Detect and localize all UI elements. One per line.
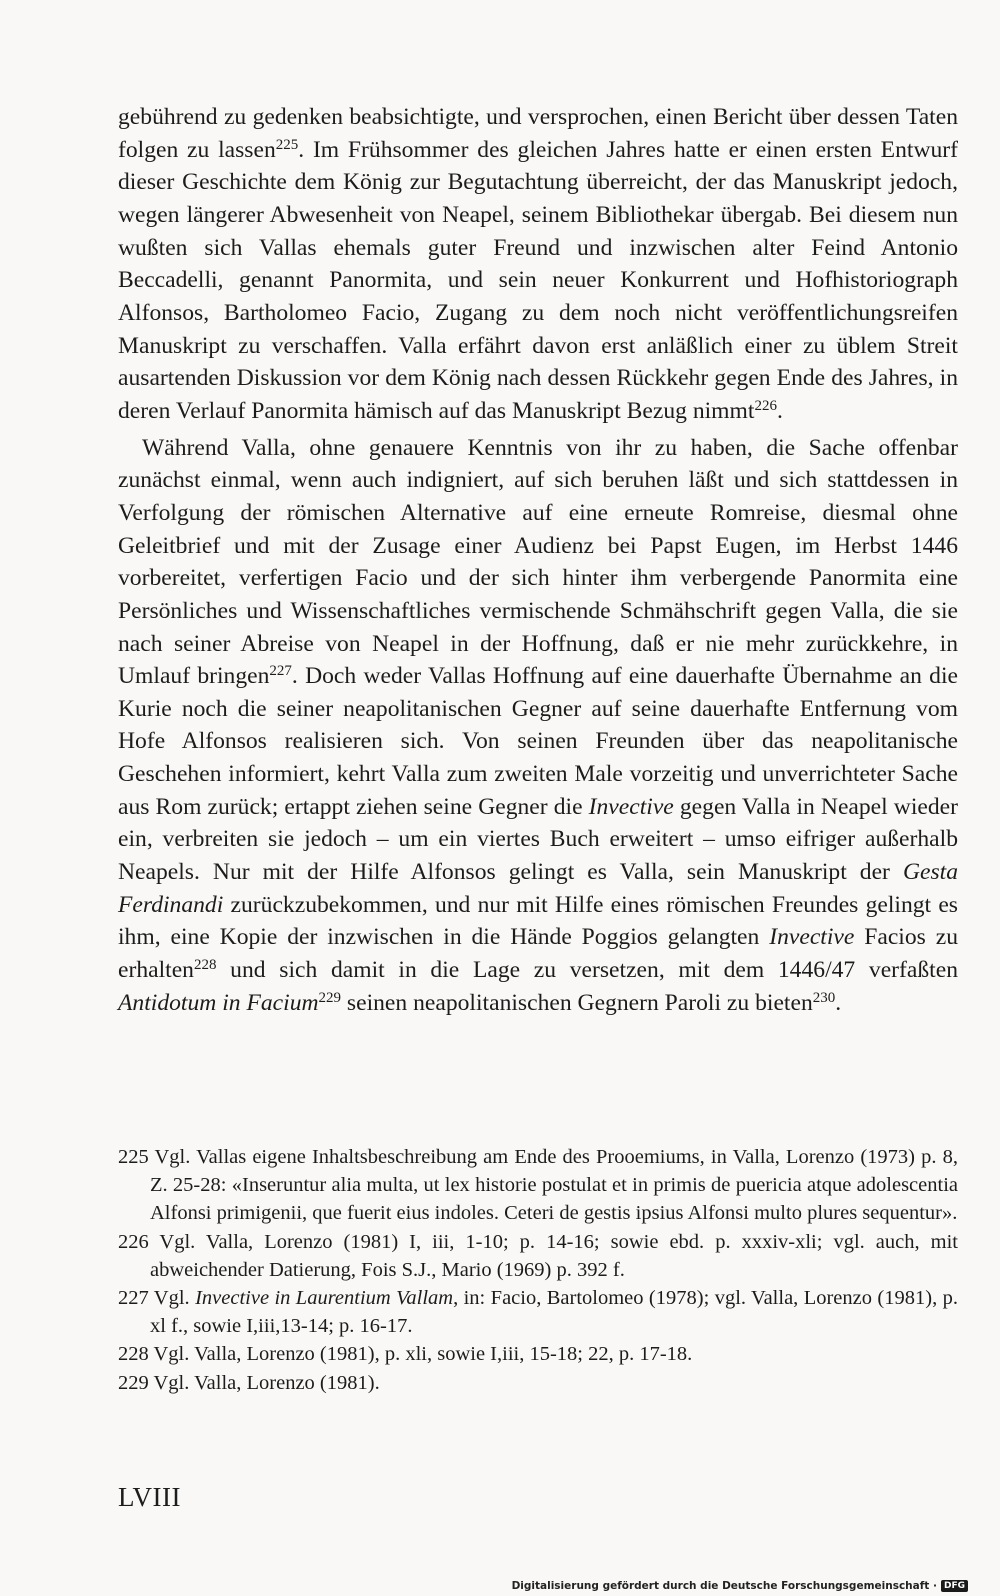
- text-run: 225 Vgl. Vallas eigene Inhaltsbeschreibung am Ende des Prooemiums, in Valla, Lorenzo (1973) p. 8, Z. 25-28: «Inseruntur alia multa, ut lex historie postulat et in primis de puericia atque adolescentia Alfonsi primigenii, que fuerit eius indoles. Ceteri de gestis ipsius Alfonsi multo plures sequentur».: [118, 1146, 958, 1225]
- credit-text: Digitalisierung gefördert durch die Deutsche Forschungsgemeinschaft ·: [511, 1580, 937, 1592]
- text-run: gegen Valla in Neapel wieder ein, verbreiten sie jedoch – um ein viertes Buch erweitert – umso eifriger außerhalb Neapels. Nur mit der Hilfe Alfonsos gelingt es Valla, sein Manuskript der: [118, 793, 958, 886]
- footnote: [118, 1284, 958, 1340]
- text-run: 229 Vgl. Valla, Lorenzo (1981).: [118, 1371, 380, 1394]
- italic-title: Gesta Ferdinandi: [118, 859, 958, 918]
- footnote-ref: 227: [269, 663, 292, 680]
- text-run: Facios zu erhalten: [118, 924, 958, 984]
- footnote: [118, 1369, 958, 1397]
- footnotes: [118, 1143, 958, 1397]
- text-run: . Doch weder Vallas Hoffnung auf eine dauerhafte Übernahme an die Kurie noch die seiner neapolitanischen Gegner auf seine dauerhafte Entfernung vom Hofe Alfonsos realisieren sich. Von seinen Freunden über das neapolitanische Geschehen informiert, kehrt Valla zum zweiten Male vorzeitig und unverrichteter Sache aus Rom zurück; ertappt ziehen seine Gegner die: [118, 663, 958, 820]
- italic-title: Antidotum in Facium: [118, 989, 319, 1016]
- text-run: und sich damit in die Lage zu versetzen, mit dem 1446/47 verfaßten: [216, 957, 958, 984]
- footnote-ref: 230: [812, 989, 836, 1006]
- text-run: 226 Vgl. Valla, Lorenzo (1981) I, iii, 1-10; p. 14-16; sowie ebd. p. xxxiv-xli; vgl. auch, mit abweichender Datierung, Fois S.J., Mario (1969) p. 392 f.: [118, 1230, 958, 1281]
- footnote-ref: 229: [318, 989, 342, 1006]
- text-run: Während Valla, ohne genauere Kenntnis von ihr zu haben, die Sache offenbar zunächst einmal, wenn auch indigniert, auf sich beruhen läßt und sich stattdessen in Verfolgung der römischen Alternative auf eine erneute Romreise, diesmal ohne Geleitbrief und mit der Zusage einer Audienz bei Papst Eugen, im Herbst 1446 vorbereitet, verfertigen Facio und der sich hinter ihm verbergende Panormita eine Persönliches und Wissenschaftliches vermischende Schmähschrift gegen Valla, die sie nach seiner Abreise von Neapel in der Hoffnung, daß er nie mehr zurückkehre, in Umlauf bringen: [118, 434, 958, 690]
- body-text: [118, 101, 958, 1019]
- footnote-ref: 225: [275, 136, 299, 153]
- text-run: , in: Facio, Bartolomeo (1978); vgl. Valla, Lorenzo (1981), p. xl f., sowie I,iii,13-14; p. 16-17.: [150, 1287, 958, 1338]
- footnote-ref: 226: [754, 397, 777, 414]
- text-run: seinen neapolitanischen Gegnern Paroli zu bieten: [341, 989, 813, 1016]
- footnote: [118, 1143, 958, 1228]
- dfg-logo-icon: DFG: [941, 1580, 968, 1592]
- paragraph: [118, 101, 958, 428]
- text-run: 227 Vgl.: [118, 1287, 196, 1310]
- text-run: 228 Vgl. Valla, Lorenzo (1981), p. xli, sowie I,iii, 15-18; 22, p. 17-18.: [118, 1343, 693, 1366]
- text-run: gebührend zu gedenken beabsichtigte, und versprochen, einen Bericht über dessen Taten folgen zu lassen: [118, 104, 958, 163]
- text-run: . Im Frühsommer des gleichen Jahres hatte er einen ersten Entwurf dieser Geschichte dem König zur Begutachtung überreicht, der das Manuskript jedoch, wegen längerer Abwesenheit von Neapel, seinem Bibliothekar übergab. Bei diesem nun wußten sich Vallas ehemals guter Freund und inzwischen alter Feind Antonio Beccadelli, genannt Panormita, und sein neuer Konkurrent und Hofhistoriograph Alfonsos, Bartholomeo Facio, Zugang zu dem noch nicht veröffentlichungsreifen Manuskript zu verschaffen. Valla erfährt davon erst anläßlich einer zu üblem Streit ausartenden Diskussion vor dem König nach dessen Rückkehr gegen Ende des Jahres, in deren Verlauf Panormita hämisch auf das Manuskript Bezug nimmt: [118, 136, 958, 424]
- footnote-ref: 228: [193, 957, 217, 974]
- italic-title: Invective: [769, 924, 855, 951]
- page-number: LVIII: [118, 1482, 181, 1512]
- text-run: .: [835, 989, 842, 1016]
- digitization-credit: [512, 1580, 968, 1592]
- text-run: zurückzubekommen, und nur mit Hilfe eines römischen Freundes gelingt es ihm, eine Kopie der inzwischen in die Hände Poggios gelangten: [118, 891, 958, 951]
- italic-title: Invective: [588, 793, 674, 820]
- text-run: .: [776, 397, 783, 424]
- footnote: [118, 1228, 958, 1284]
- footnote: [118, 1340, 958, 1368]
- paragraph: [118, 432, 958, 1020]
- italic-title: Invective in Laurentium Vallam: [195, 1287, 454, 1310]
